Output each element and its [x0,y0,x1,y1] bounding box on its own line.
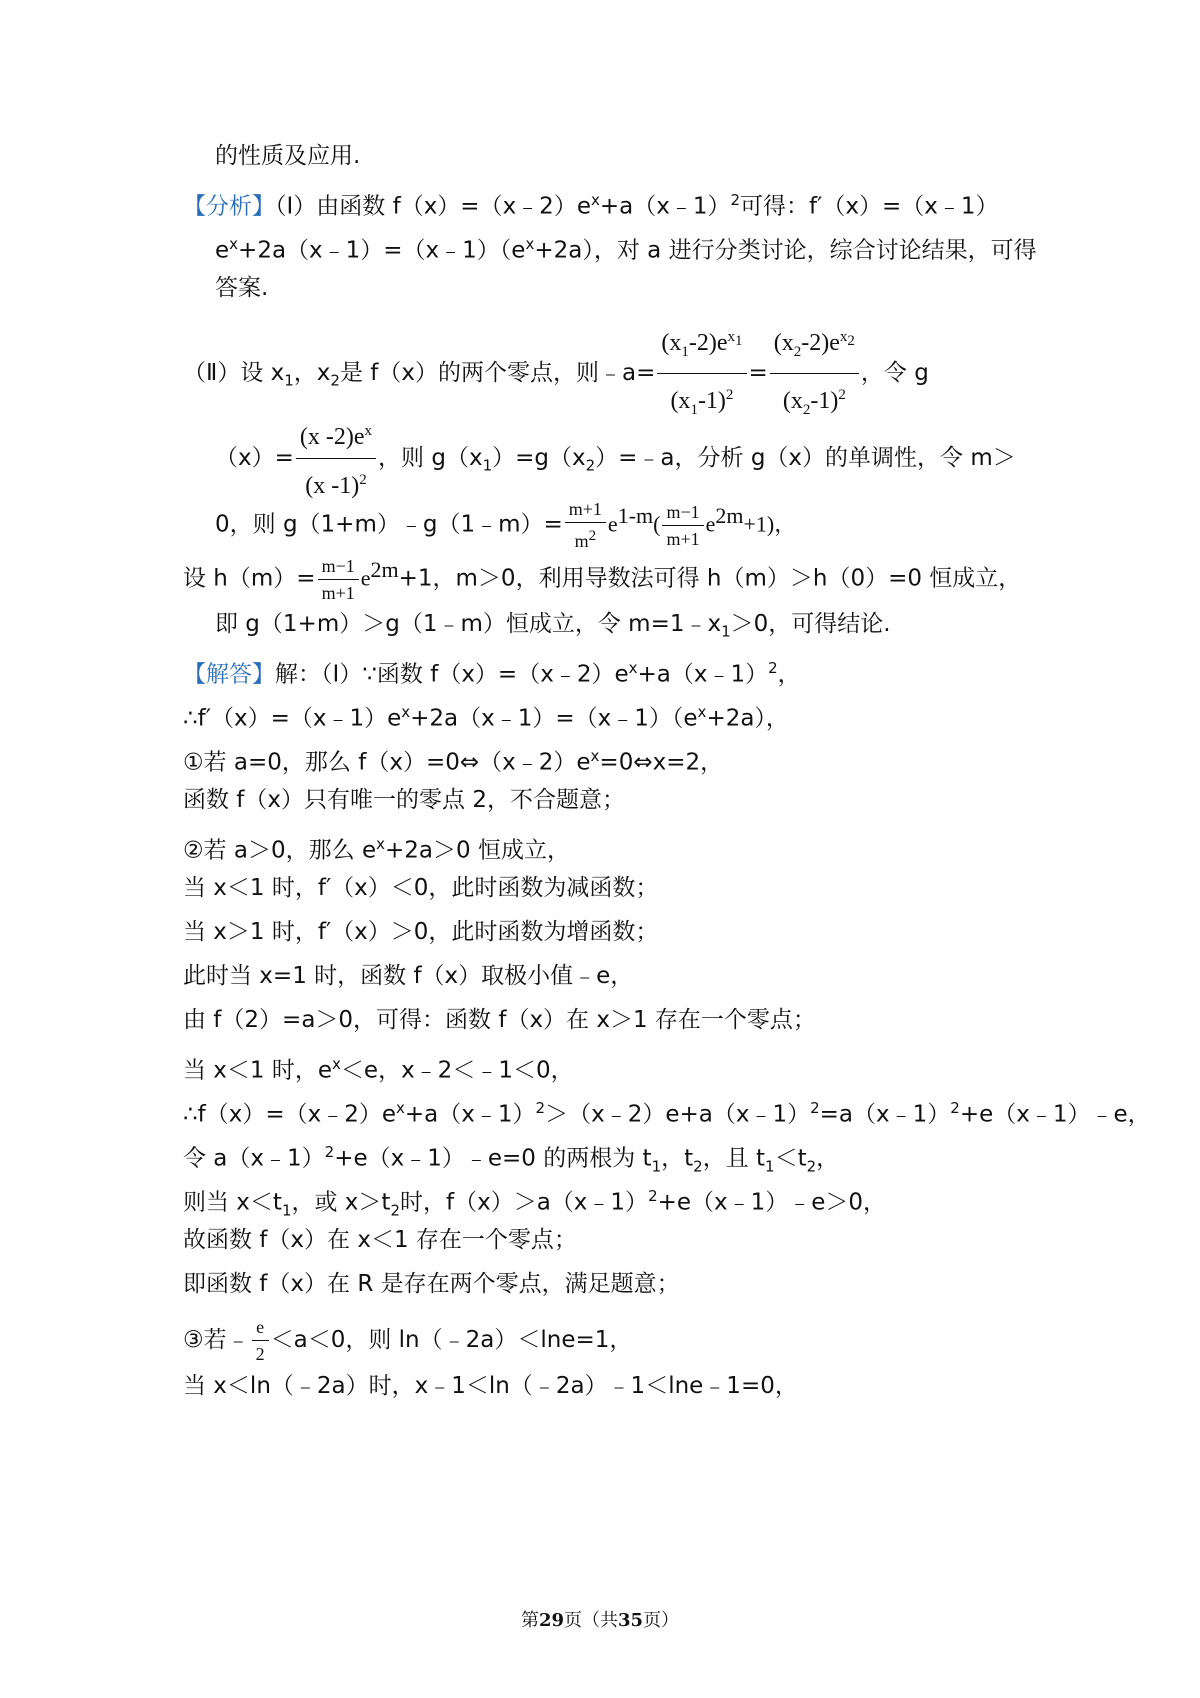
text-line: ①若 a=0，那么 $f(x)=0\Leftrightarrow(x﹣2)e^x=0\Leftrightarrow x=2$， [183,747,724,776]
formula-line-m: 0，则 g（1+m）﹣g（1﹣m）= $\frac{m+1}{m^2}$ $e^{1-m}$( $\frac{m-1}{m+1}$ $e^{2m}+1$)， [215,499,797,551]
fraction-h: $\frac{m-1}{m+1}$ [318,555,359,604]
fraction-x1: $\frac{(x_1-2)e^{x_1}}{(x_1-1)^2}$ [657,318,746,429]
analysis-tag: 【分析】 [183,193,275,220]
text-line: 当 x＞1 时，f′（x）＞0，此时函数为增函数； [183,919,659,945]
text-line: $\therefore f(x)=(x﹣2)e^x+a(x﹣1)^2>(x﹣2)e+a(x﹣1)^2=a(x﹣1)^2+e(x﹣1)﹣e$， [183,1099,1151,1128]
formula-line-h: 设 h（m）= $\frac{m-1}{m+1}$ $e^{2m}+1$，m＞0，利用导数法可得 h（m）＞h（0）=0 恒成立， [183,555,1022,603]
text-line: ②若 a＞0，那么 $e^x+2a>0$ 恒成立， [183,835,570,864]
text-line: 即函数 f（x）在 R 是存在两个零点，满足题意； [183,1271,680,1297]
text-line: 令 a（x﹣1）$^2$+e（x﹣1）﹣e=0 的两根为 $t_1$，$t_2$，且 $t_1<t_2$， [183,1143,840,1176]
analysis-line-1: 【分析】（Ⅰ）由函数 $f(x)=(x﹣2)e^x+a(x﹣1)^2$可得：f′（x）=（x﹣1） [183,191,999,220]
formula-line-a: （Ⅱ）设 $x_1$，$x_2$是 f（x）的两个零点，则﹣a= $\frac{(x_1-2)e^{x_1}}{(x_1-1)^2}$ = $\frac{(x_2-2)e^{x_2}}{(x_2-1)^2}$ ，令 g [183,318,929,429]
text-line: 函数 f（x）只有唯一的零点 2，不合题意； [183,787,625,813]
page-footer: 第29页（共35页） [520,1610,680,1631]
formula-line-e: ③若﹣ $\frac{e}{2}$ ＜a＜0，则 ln（﹣2a）＜lne=1， [183,1317,633,1364]
text-line: 即 g（1+m）＞g（1﹣m）恒成立，令 $m=1﹣x_1>0$，可得结论. [215,611,891,641]
formula-line-g: （x）= $\frac{(x -2)e^x}{(x -1)^2}$ ，则 $g(x_1)=g(x_2)=﹣a$，分析 g（x）的单调性，令 m＞ [215,412,1016,505]
text-line: 当 x＜1 时，f′（x）＜0，此时函数为减函数； [183,875,659,901]
text-line: 答案. [215,275,269,301]
text-line: 的性质及应用. [215,143,361,169]
fraction-m2: $\frac{m-1}{m+1}$ [662,501,703,550]
fraction-g: $\frac{(x -2)e^x}{(x -1)^2}$ [296,412,376,505]
solution-tag: 【解答】 [183,661,275,688]
fraction-x2: $\frac{(x_2-2)e^{x_2}}{(x_2-1)^2}$ [770,318,859,429]
text-line: 当 x＜ln（﹣2a）时，x﹣1＜ln（﹣2a）﹣1＜lne﹣1=0， [183,1373,798,1399]
text-line: 故函数 f（x）在 x＜1 存在一个零点； [183,1227,577,1253]
text-line: 此时当 x=1 时，函数 f（x）取极小值﹣e， [183,963,634,989]
text-line: 则当 $x<t_1$，或 $x>t_2$时，f（x）＞a（x﹣1）$^2$+e（x﹣1）﹣e＞0， [183,1187,887,1220]
fraction-m1: $\frac{m+1}{m^2}$ [565,498,606,552]
text-line: $e^x+2a(x﹣1)=(x﹣1)(e^x+2a)$，对 a 进行分类讨论，综合讨论结果，可得 [215,235,1037,264]
text-line: $\therefore f'(x)=(x﹣1)e^x+2a(x﹣1)=(x﹣1)(e^x+2a)$， [183,703,789,732]
text-line: 由 f（2）=a＞0，可得：函数 f（x）在 x＞1 存在一个零点； [183,1007,816,1033]
fraction-e-over-2: $\frac{e}{2}$ [252,1316,269,1365]
text-line: 当 x＜1 时，$e^x<e$，x﹣2＜﹣1＜0， [183,1055,574,1084]
solution-line-1: 【解答】解：（Ⅰ）∵函数 $f(x)=(x﹣2)e^x+a(x﹣1)^2$， [183,659,801,688]
